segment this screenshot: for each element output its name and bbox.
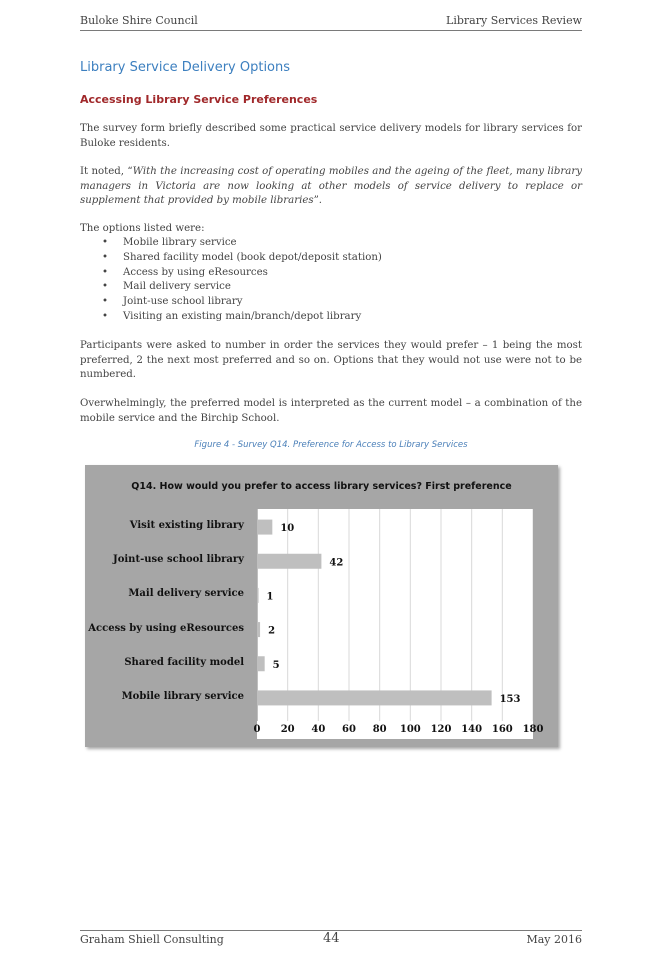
page-footer [80, 930, 582, 951]
paragraph-quote [80, 165, 582, 209]
plot-svg [257, 509, 533, 739]
list-item: • Visiting an existing main/branch/depot library [80, 310, 382, 325]
bar-chart [85, 465, 558, 747]
data-label: 42 [329, 557, 344, 569]
x-tick-label: 20 [280, 724, 295, 735]
page-number: 44 [323, 931, 340, 946]
quote-text: With the increasing cost of operating mobiles and the ageing of the fleet, many library managers in Victoria are now looking at other models of service delivery to replace or supplement that provided by mobile libraries [80, 166, 582, 206]
data-label: 5 [272, 659, 280, 671]
category-label: Access by using eResources [88, 622, 244, 634]
data-label: 10 [280, 523, 295, 535]
category-label: Mobile library service [121, 690, 244, 702]
paragraph-method: Participants were asked to number in order the services they would prefer – 1 being the most preferred, 2 the next most preferred and so on. Options that they would not use were not to be numbered. [80, 340, 582, 380]
data-label: 2 [268, 625, 276, 637]
category-label: Mail delivery service [128, 588, 244, 600]
list-item: • Mail delivery service [80, 280, 382, 295]
footer-author: Graham Shiell Consulting [80, 933, 224, 946]
quote-close: ”. [313, 195, 323, 206]
footer-date: May 2016 [526, 933, 582, 946]
x-tick-label: 140 [461, 724, 483, 735]
category-label: Shared facility model [124, 656, 244, 668]
paragraph-intro: The survey form briefly described some practical service delivery models for library services for Buloke residents. [80, 123, 582, 149]
x-tick-label: 180 [522, 724, 544, 735]
x-tick-label: 0 [253, 724, 261, 735]
chart-title: Q14. How would you prefer to access library services? First preference [131, 481, 512, 492]
paragraph-options-intro: The options listed were: [80, 223, 205, 234]
x-tick-label: 120 [430, 724, 452, 735]
x-tick-label: 60 [342, 724, 356, 735]
subsection-title: Accessing Library Service Preferences [80, 93, 318, 106]
section-title: Library Service Delivery Options [80, 60, 291, 75]
plot-area [257, 509, 533, 739]
data-label: 1 [266, 591, 274, 603]
options-list [80, 236, 382, 325]
list-item: • Mobile library service [80, 236, 382, 251]
page-header [80, 14, 582, 31]
x-tick-label: 40 [311, 724, 326, 735]
bar [257, 656, 265, 671]
x-tick-label: 80 [372, 724, 387, 735]
category-label: Joint-use school library [112, 554, 244, 566]
list-item: • Shared facility model (book depot/deposit station) [80, 251, 382, 266]
quote-open: It noted, “ [80, 166, 133, 177]
bar [257, 520, 272, 535]
header-document-title: Library Services Review [446, 14, 582, 27]
header-organisation: Buloke Shire Council [80, 14, 198, 27]
list-item: • Joint-use school library [80, 295, 382, 310]
x-tick-label: 100 [399, 724, 421, 735]
bar [257, 554, 321, 569]
figure-caption: Figure 4 - Survey Q14. Preference for Access to Library Services [194, 440, 468, 450]
list-item: • Access by using eResources [80, 266, 382, 281]
x-tick-label: 160 [491, 724, 513, 735]
category-label: Visit existing library [129, 520, 244, 532]
bar [257, 690, 492, 705]
paragraph-interpretation: Overwhelmingly, the preferred model is interpreted as the current model – a combination of the mobile service and the Birchip School. [80, 398, 582, 424]
data-label: 153 [499, 693, 521, 705]
